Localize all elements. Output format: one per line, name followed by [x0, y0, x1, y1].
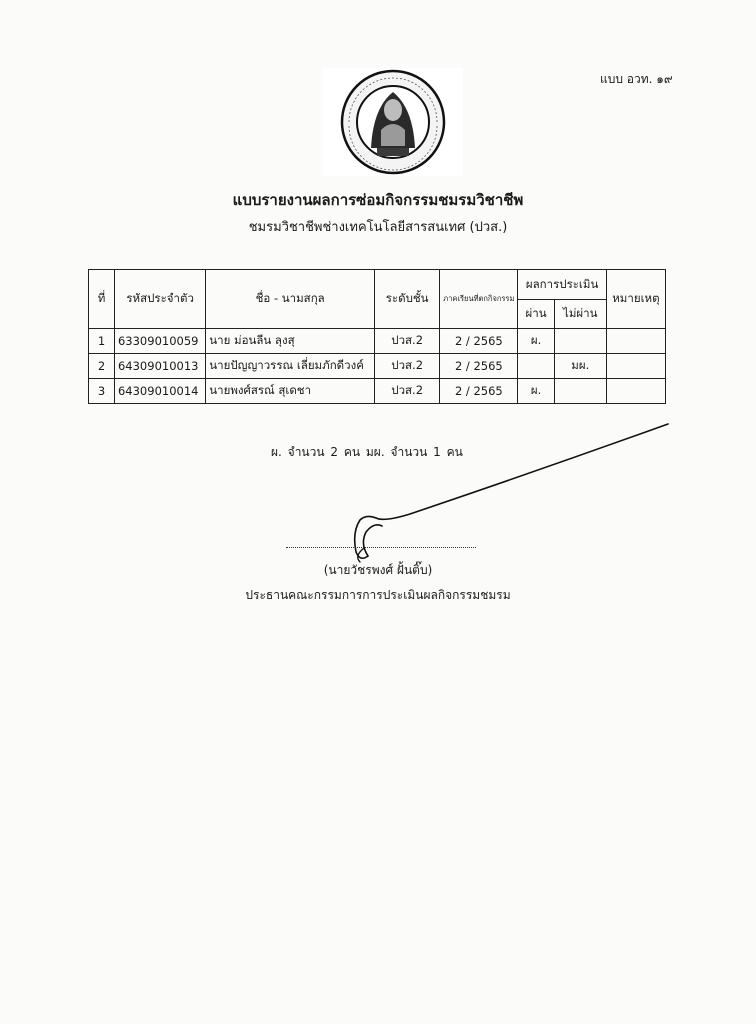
signature-mark: [330, 410, 670, 570]
header-remark: หมายเหตุ: [606, 270, 665, 329]
row-name: นายปัญญาวรรณ เลี่ยมภักดีวงค์: [206, 354, 375, 379]
row-pass: ผ.: [518, 329, 554, 354]
header-result: ผลการประเมิน: [518, 270, 606, 300]
row-fail: [554, 379, 606, 404]
table-row: [89, 354, 666, 379]
row-student-id: 63309010059: [114, 329, 205, 354]
document-title: แบบรายงานผลการซ่อมกิจกรรมชมรมวิชาชีพ: [232, 191, 524, 209]
header-no: ที่: [89, 270, 115, 329]
row-remark: [606, 354, 665, 379]
row-term: 2 / 2565: [440, 354, 518, 379]
row-term: 2 / 2565: [440, 379, 518, 404]
row-remark: [606, 329, 665, 354]
form-code: แบบ อวท. ๑๙: [600, 72, 673, 86]
summary-text: ผ. จำนวน 2 คน มผ. จำนวน 1 คน: [271, 445, 463, 459]
table-row: [89, 379, 666, 404]
signer-name: (นายวัชรพงศ์ ฝั้นติ๊บ): [323, 563, 433, 577]
row-pass: ผ.: [518, 379, 554, 404]
document-subtitle: ชมรมวิชาชีพช่างเทคโนโลยีสารสนเทศ (ปวส.): [248, 220, 508, 235]
row-fail: มผ.: [554, 354, 606, 379]
row-name: นายพงศ์สรณ์ สุเดชา: [206, 379, 375, 404]
header-pass: ผ่าน: [518, 300, 554, 329]
row-fail: [554, 329, 606, 354]
association-logo: [323, 68, 463, 176]
signature-line: [286, 547, 476, 548]
row-name: นาย ม่อนลีน ลุงสุ: [206, 329, 375, 354]
row-term: 2 / 2565: [440, 329, 518, 354]
row-student-id: 64309010013: [114, 354, 205, 379]
row-level: ปวส.2: [375, 329, 440, 354]
row-level: ปวส.2: [375, 379, 440, 404]
header-level: ระดับชั้น: [375, 270, 440, 329]
signer-position: ประธานคณะกรรมการการประเมินผลกิจกรรมชมรม: [245, 588, 511, 602]
header-fail: ไม่ผ่าน: [554, 300, 606, 329]
header-student-id: รหัสประจำตัว: [114, 270, 205, 329]
row-level: ปวส.2: [375, 354, 440, 379]
row-no: 1: [89, 329, 115, 354]
row-student-id: 64309010014: [114, 379, 205, 404]
table-row: [89, 329, 666, 354]
row-no: 3: [89, 379, 115, 404]
header-term: ภาคเรียนที่ตกกิจกรรม: [440, 270, 518, 329]
row-no: 2: [89, 354, 115, 379]
row-remark: [606, 379, 665, 404]
result-table: [88, 269, 666, 404]
row-pass: [518, 354, 554, 379]
header-name: ชื่อ - นามสกุล: [206, 270, 375, 329]
